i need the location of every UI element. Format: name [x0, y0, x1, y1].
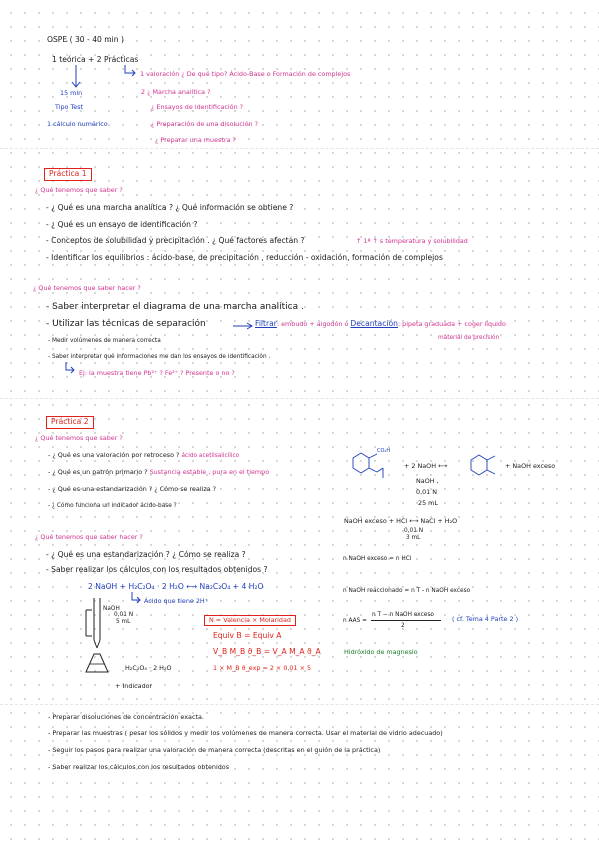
p1-item-1: - ¿ Qué es una marcha analítica ? ¿ Qué información se obtiene ?: [46, 203, 294, 212]
ospe-time: 15 min: [60, 89, 83, 97]
return-arrow-icon: [130, 592, 142, 604]
moles-aas-denominator: 2: [401, 623, 405, 629]
ospe-title: OSPE ( 30 - 40 min ): [47, 35, 124, 44]
hidroxido-note: Hidróxido de magnesio: [344, 648, 418, 656]
p1-hacer-2: - Utilizar las técnicas de separación: [46, 319, 206, 329]
p2-saber-question: ¿ Qué tenemos que saber ?: [35, 434, 123, 442]
decantacion-label: Decantación: [350, 319, 398, 328]
final-item-3: - Seguir los pasos para realizar una valoración de manera correcta (descritas en el guión de la práctica): [48, 746, 381, 754]
burette-naoh: NaOH: [103, 606, 120, 612]
naoh-data-1: NaOH ,: [416, 477, 439, 485]
hcl-data-1: 0,01 N: [404, 528, 424, 534]
p1-item-4: - Identificar los equilibrios : ácido-base, de precipitación , reducción - oxidación, formación de complejos: [46, 253, 443, 262]
final-item-4: - Saber realizar los cálculos con los resultados obtenidos: [48, 763, 230, 771]
p2-hacer-question: ¿ Qué tenemos que saber hacer ?: [35, 533, 143, 541]
naoh-data-3: 25 mL: [418, 499, 438, 507]
burette-vol: 5 mL: [116, 619, 131, 625]
p2-item-4: - ¿ Cómo funciona un indicador ácido-base ?: [48, 503, 177, 509]
return-arrow-icon: [123, 65, 137, 77]
p1-separation-line: Filtrar: embudo + algodón o Decantación: pipeta graduada + coger líquido: [255, 319, 506, 328]
p1-item-3: - Conceptos de solubilidad y precipitación . ¿ Qué factores afectan ?: [46, 236, 305, 245]
flask-indicator: + Indicador: [115, 682, 153, 690]
moles-aas-numerator: n T − n NaOH exceso: [372, 612, 434, 618]
p1-hacer-3: - Medir volúmenes de manera correcta: [48, 338, 161, 344]
p1-item-2: - ¿ Qué es un ensayo de identificación ?: [46, 220, 198, 229]
practica-1-badge: Práctica 1: [44, 168, 92, 181]
section-divider: [0, 398, 599, 399]
practica-2-badge: Práctica 2: [46, 416, 94, 429]
fraction-bar: [371, 620, 441, 621]
p1-hacer-question: ¿ Qué tenemos que saber hacer ?: [33, 284, 141, 292]
flask-content: H₂C₂O₄ · 2 H₂O: [125, 664, 172, 672]
ospe-marcha: 2 ¿ Marcha analítica ?: [141, 88, 211, 96]
moles-aas-reference: ( cf. Tema 4 Parte 2 ): [452, 615, 519, 623]
p1-factors: ↑ 1ª ↑ s temperatura y solubilidad: [356, 237, 468, 245]
p1-hacer-4: - Saber interpretar qué informaciones me dan los ensayos de identificación .: [48, 354, 271, 360]
salicylate-structure-icon: [465, 450, 505, 484]
normality-formula: N = Valencia × Molaridad: [204, 615, 296, 626]
filtrar-label: Filtrar: [255, 319, 277, 328]
final-item-1: - Preparar disoluciones de concentración exacta.: [48, 713, 204, 721]
naoh-data-2: 0,01 N: [416, 488, 438, 496]
ospe-line1: 1 teórica + 2 Prácticas: [52, 55, 139, 64]
calc-formula: 1 × M_B ϑ_exp = 2 × 0,01 × 5: [213, 664, 312, 672]
p1-hacer-1: - Saber interpretar el diagrama de una marcha analítica .: [46, 302, 304, 312]
p1-precision: material de precisión: [438, 335, 500, 341]
ospe-muestra: ¿ Preparar una muestra ?: [155, 136, 236, 144]
p1-saber-question: ¿ Qué tenemos que saber ?: [35, 186, 123, 194]
p2-item-1: - ¿ Qué es una valoración por retroceso ? ácido acetilsalicílico: [48, 451, 240, 459]
p2-hacer-1: - ¿ Qué es una estandarización ? ¿ Cómo se realiza ?: [46, 550, 246, 559]
back-titration-eq: NaOH exceso + HCl ⟷ NaCl + H₂O: [344, 517, 458, 525]
reaction-products: + NaOH exceso: [505, 462, 556, 470]
right-arrow-icon: [232, 321, 254, 331]
down-arrow-icon: [70, 64, 82, 90]
acid-note: Ácido que tiene 2H⁺: [144, 597, 209, 605]
oxalic-equation: 2 NaOH + H₂C₂O₄ · 2 H₂O ⟷ Na₂C₂O₄ + 4 H₂O: [88, 582, 264, 591]
ospe-types: 1 valoración ¿ De qué tipo? Ácido-Base o Formación de complejos: [140, 70, 351, 78]
moles-equality-1: n NaOH exceso = n HCl: [343, 556, 412, 562]
moles-aas-lhs: n AAS =: [343, 618, 367, 624]
final-item-2: - Preparar las muestras ( pesar los sólidos y medir los volúmenes de manera correcta. Usar el material de vidrio adecuado): [48, 729, 443, 737]
ospe-preparacion: ¿ Preparación de una disolución ?: [151, 120, 259, 128]
reaction-naoh: + 2 NaOH ⟷: [404, 462, 448, 470]
ospe-ensayos: ¿ Ensayos de identificación ?: [151, 103, 244, 111]
equiv-formula: Equiv B = Equiv A: [213, 631, 282, 640]
hcl-data-2: 3 mL: [406, 535, 421, 541]
p2-hacer-2: - Saber realizar los cálculos con los resultados obtenidos ?: [46, 565, 268, 574]
ospe-calculo: 1 cálculo numérico: [47, 120, 108, 128]
section-divider: [0, 148, 599, 149]
svg-text:CO₂H: CO₂H: [377, 448, 391, 454]
burette-conc: 0,01 N: [114, 612, 134, 618]
aspirin-structure-icon: [343, 446, 401, 486]
p1-example: Ej: la muestra tiene Pb²⁺ ? Fe²⁺ ? Presente o no ?: [79, 369, 235, 377]
p2-item-2: - ¿ Qué es un patrón primario ? Sustancia estable , pura en el tiempo: [48, 468, 270, 476]
vmv-formula: V_B M_B ϑ_B = V_A M_A ϑ_A: [213, 647, 321, 656]
p2-item-3: - ¿ Qué es una estandarización ? ¿ Cómo se realiza ?: [48, 485, 217, 493]
ospe-test: Tipo Test: [55, 103, 84, 111]
return-arrow-icon: [64, 362, 76, 374]
section-divider: [0, 704, 599, 705]
moles-equality-2: n NaOH reaccionado = n T - n NaOH exceso: [343, 588, 471, 594]
